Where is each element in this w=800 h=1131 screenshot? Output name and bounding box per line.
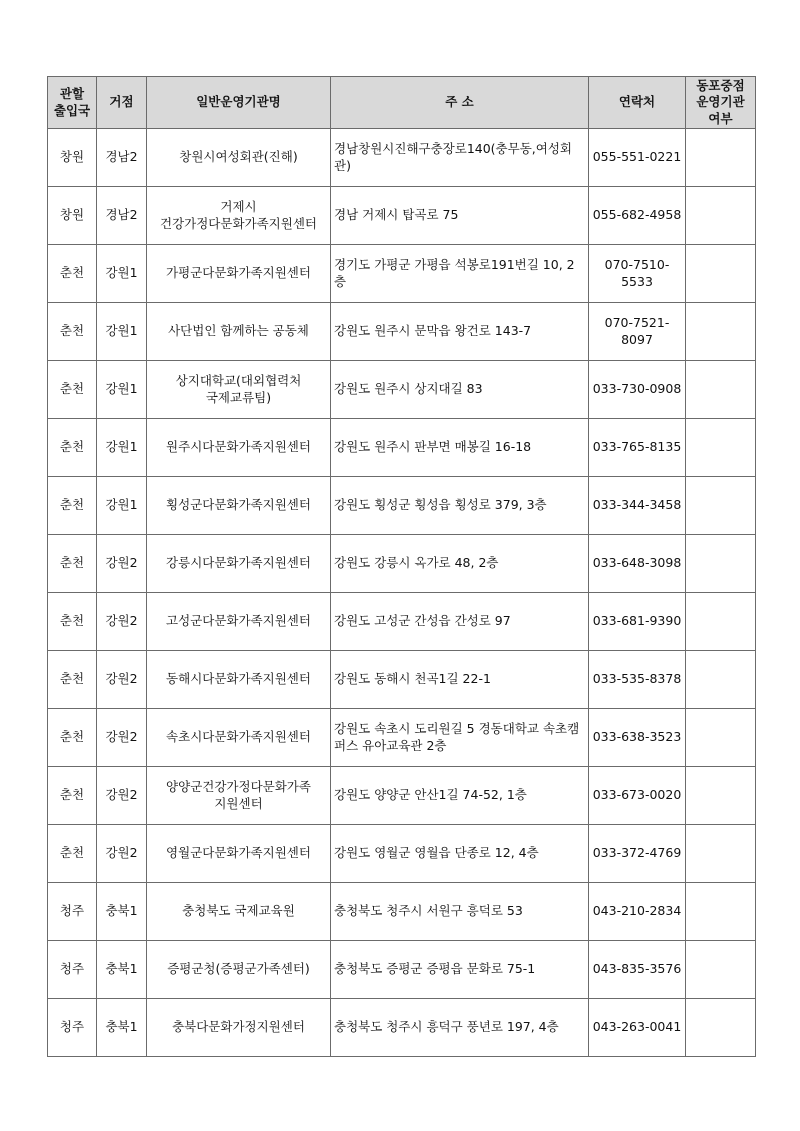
- table-row: [48, 709, 756, 767]
- address-cell: 충청북도 청주시 흥덕구 풍년로 197, 4층: [331, 999, 589, 1057]
- overseas-korean-flag-cell: [686, 303, 756, 361]
- institution-name-cell: 속초시다문화가족지원센터: [147, 709, 331, 767]
- office-cell: 청주: [48, 941, 97, 999]
- base-cell: 강원2: [97, 825, 147, 883]
- table-row: [48, 129, 756, 187]
- contact-cell: 070-7521-8097: [589, 303, 686, 361]
- base-cell: 충북1: [97, 883, 147, 941]
- office-cell: 춘천: [48, 709, 97, 767]
- overseas-korean-flag-cell: [686, 593, 756, 651]
- base-cell: 강원1: [97, 303, 147, 361]
- office-cell: 춘천: [48, 245, 97, 303]
- overseas-korean-flag-cell: [686, 999, 756, 1057]
- address-cell: 강원도 원주시 판부면 매봉길 16-18: [331, 419, 589, 477]
- table-row: [48, 419, 756, 477]
- base-cell: 경남2: [97, 187, 147, 245]
- office-cell: 춘천: [48, 303, 97, 361]
- office-cell: 춘천: [48, 825, 97, 883]
- table-row: [48, 651, 756, 709]
- contact-cell: 033-730-0908: [589, 361, 686, 419]
- table-row: [48, 535, 756, 593]
- address-cell: 강원도 양양군 안산1길 74-52, 1층: [331, 767, 589, 825]
- table-row: [48, 303, 756, 361]
- institution-name-cell: 상지대학교(대외협력처 국제교류팀): [147, 361, 331, 419]
- office-cell: 청주: [48, 999, 97, 1057]
- office-cell: 춘천: [48, 361, 97, 419]
- base-cell: 경남2: [97, 129, 147, 187]
- overseas-korean-flag-cell: [686, 477, 756, 535]
- institution-name-cell: 사단법인 함께하는 공동체: [147, 303, 331, 361]
- contact-cell: 043-835-3576: [589, 941, 686, 999]
- address-cell: 경기도 가평군 가평읍 석봉로191번길 10, 2층: [331, 245, 589, 303]
- contact-cell: 070-7510-5533: [589, 245, 686, 303]
- overseas-korean-flag-cell: [686, 129, 756, 187]
- contact-cell: 055-682-4958: [589, 187, 686, 245]
- address-cell: 강원도 횡성군 횡성읍 횡성로 379, 3층: [331, 477, 589, 535]
- table-body: [48, 129, 756, 1057]
- base-cell: 충북1: [97, 941, 147, 999]
- base-cell: 강원1: [97, 245, 147, 303]
- table-row: [48, 767, 756, 825]
- address-cell: 강원도 원주시 문막읍 왕건로 143-7: [331, 303, 589, 361]
- institution-name-cell: 증평군청(증평군가족센터): [147, 941, 331, 999]
- institution-name-cell: 강릉시다문화가족지원센터: [147, 535, 331, 593]
- table-row: [48, 999, 756, 1057]
- address-cell: 강원도 속초시 도리원길 5 경동대학교 속초캠퍼스 유아교육관 2층: [331, 709, 589, 767]
- office-cell: 춘천: [48, 535, 97, 593]
- contact-cell: 033-673-0020: [589, 767, 686, 825]
- table-row: [48, 361, 756, 419]
- institution-name-cell: 영월군다문화가족지원센터: [147, 825, 331, 883]
- contact-cell: 043-210-2834: [589, 883, 686, 941]
- institution-name-cell: 동해시다문화가족지원센터: [147, 651, 331, 709]
- address-cell: 충청북도 증평군 증평읍 문화로 75-1: [331, 941, 589, 999]
- contact-cell: 033-648-3098: [589, 535, 686, 593]
- address-cell: 강원도 고성군 간성읍 간성로 97: [331, 593, 589, 651]
- overseas-korean-flag-cell: [686, 187, 756, 245]
- header-address: 주 소: [331, 77, 589, 129]
- address-cell: 강원도 강릉시 옥가로 48, 2층: [331, 535, 589, 593]
- address-cell: 경남창원시진해구충장로140(충무동,여성회관): [331, 129, 589, 187]
- table-row: [48, 187, 756, 245]
- overseas-korean-flag-cell: [686, 767, 756, 825]
- table-row: [48, 941, 756, 999]
- office-cell: 창원: [48, 129, 97, 187]
- institution-name-cell: 창원시여성회관(진해): [147, 129, 331, 187]
- base-cell: 충북1: [97, 999, 147, 1057]
- institution-name-cell: 가평군다문화가족지원센터: [147, 245, 331, 303]
- overseas-korean-flag-cell: [686, 709, 756, 767]
- table-row: [48, 825, 756, 883]
- table-row: [48, 245, 756, 303]
- base-cell: 강원2: [97, 593, 147, 651]
- base-cell: 강원2: [97, 651, 147, 709]
- contact-cell: 043-263-0041: [589, 999, 686, 1057]
- office-cell: 청주: [48, 883, 97, 941]
- office-cell: 춘천: [48, 477, 97, 535]
- table-row: [48, 593, 756, 651]
- institution-name-cell: 충북다문화가정지원센터: [147, 999, 331, 1057]
- institution-name-cell: 거제시 건강가정다문화가족지원센터: [147, 187, 331, 245]
- institution-name-cell: 횡성군다문화가족지원센터: [147, 477, 331, 535]
- header-base: 거점: [97, 77, 147, 129]
- overseas-korean-flag-cell: [686, 361, 756, 419]
- base-cell: 강원2: [97, 767, 147, 825]
- overseas-korean-flag-cell: [686, 941, 756, 999]
- office-cell: 춘천: [48, 651, 97, 709]
- contact-cell: 033-344-3458: [589, 477, 686, 535]
- office-cell: 춘천: [48, 419, 97, 477]
- institution-name-cell: 원주시다문화가족지원센터: [147, 419, 331, 477]
- header-contact: 연락처: [589, 77, 686, 129]
- base-cell: 강원2: [97, 709, 147, 767]
- address-cell: 충청북도 청주시 서원구 흥덕로 53: [331, 883, 589, 941]
- overseas-korean-flag-cell: [686, 883, 756, 941]
- address-cell: 강원도 원주시 상지대길 83: [331, 361, 589, 419]
- header-flag: 동포중점 운영기관 여부: [686, 77, 756, 129]
- overseas-korean-flag-cell: [686, 419, 756, 477]
- base-cell: 강원2: [97, 535, 147, 593]
- contact-cell: 033-372-4769: [589, 825, 686, 883]
- overseas-korean-flag-cell: [686, 245, 756, 303]
- table-header: [48, 77, 756, 129]
- address-cell: 강원도 동해시 천곡1길 22-1: [331, 651, 589, 709]
- table-row: [48, 477, 756, 535]
- contact-cell: 033-535-8378: [589, 651, 686, 709]
- overseas-korean-flag-cell: [686, 535, 756, 593]
- header-office: 관할 출입국: [48, 77, 97, 129]
- contact-cell: 033-638-3523: [589, 709, 686, 767]
- address-cell: 경남 거제시 탑곡로 75: [331, 187, 589, 245]
- address-cell: 강원도 영월군 영월읍 단종로 12, 4층: [331, 825, 589, 883]
- institution-table: [47, 76, 756, 1057]
- institution-name-cell: 고성군다문화가족지원센터: [147, 593, 331, 651]
- base-cell: 강원1: [97, 477, 147, 535]
- contact-cell: 033-765-8135: [589, 419, 686, 477]
- table-row: [48, 883, 756, 941]
- base-cell: 강원1: [97, 361, 147, 419]
- header-row: [48, 77, 756, 129]
- base-cell: 강원1: [97, 419, 147, 477]
- office-cell: 춘천: [48, 593, 97, 651]
- contact-cell: 033-681-9390: [589, 593, 686, 651]
- contact-cell: 055-551-0221: [589, 129, 686, 187]
- overseas-korean-flag-cell: [686, 651, 756, 709]
- institution-name-cell: 충청북도 국제교육원: [147, 883, 331, 941]
- office-cell: 창원: [48, 187, 97, 245]
- overseas-korean-flag-cell: [686, 825, 756, 883]
- header-name: 일반운영기관명: [147, 77, 331, 129]
- office-cell: 춘천: [48, 767, 97, 825]
- institution-name-cell: 양양군건강가정다문화가족 지원센터: [147, 767, 331, 825]
